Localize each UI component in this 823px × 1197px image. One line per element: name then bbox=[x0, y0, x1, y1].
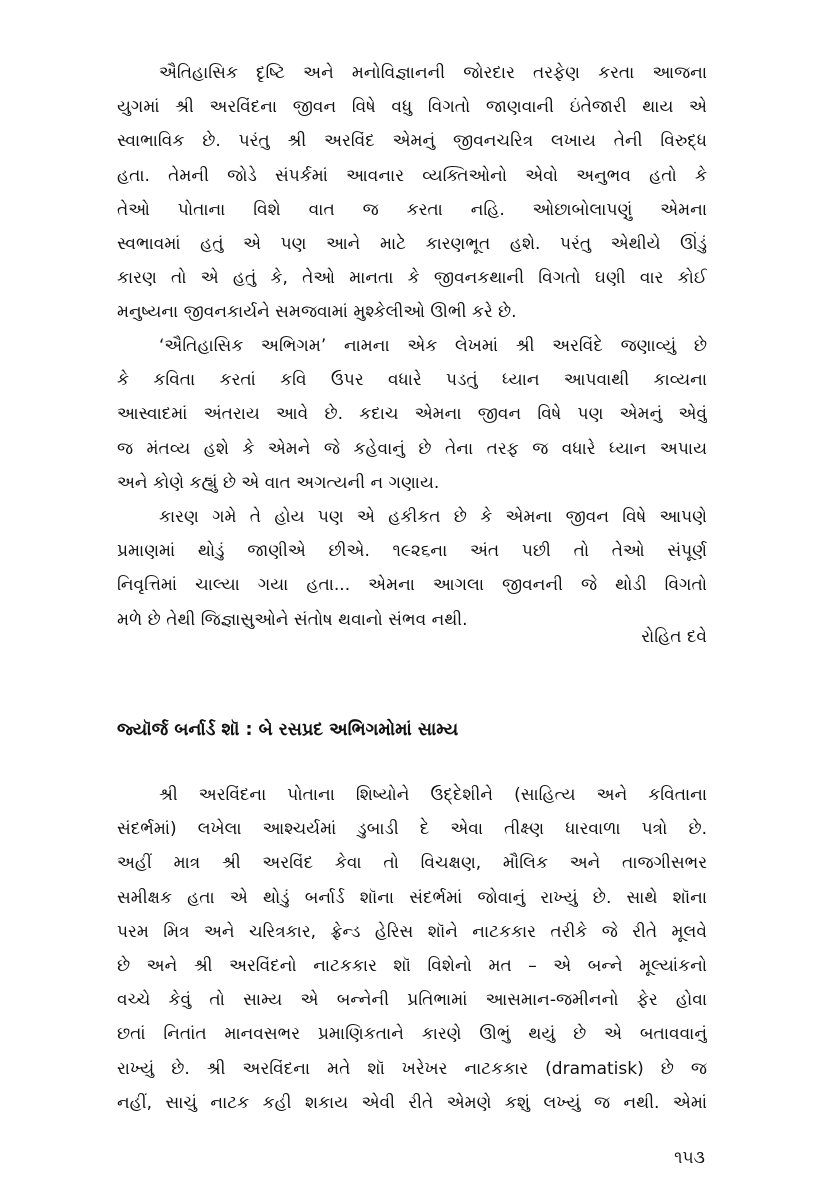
text-line: છતાં નિતાંત માનવસભર પ્રમાણિકતાને કારણે ઊભું થયું છે એ બતાવવાનું bbox=[117, 1024, 707, 1045]
text-line: કારણ ગમે તે હોય પણ એ હકીકત છે કે એમના જીવન વિષે આપણે bbox=[159, 507, 707, 527]
text-line: છે અને શ્રી અરવિંદનો નાટકકાર શૉ વિશેનો મત – એ બન્ને મૂલ્યાંકનો bbox=[117, 955, 707, 976]
author-signature: રોહિત દવે bbox=[641, 627, 707, 647]
paragraph-3 bbox=[117, 500, 707, 637]
text-line: અને કોણે કહ્યું છે એ વાત અગત્યની ન ગણાય. bbox=[117, 472, 440, 493]
paragraph-2 bbox=[117, 329, 707, 500]
text-line: રાખ્યું છે. શ્રી અરવિંદના મતે શૉ ખરેખર નાટકકાર (dramatisk) છે જ bbox=[117, 1058, 707, 1079]
text-line: પ્રમાણમાં થોડું જાણીએ છીએ. ૧૯૨૬ના અંત પછી તો તેઓ સંપૂર્ણ bbox=[117, 541, 707, 562]
text-line: સ્વાભાવિક છે. પરંતુ શ્રી અરવિંદ એમનું જીવનચરિત્ર લખાય તેની વિરુદ્ધ bbox=[117, 131, 707, 152]
text-line: સ્વભાવમાં હતું એ પણ આને માટે કારણભૂત હશે. પરંતુ એથીયે ઊંડું bbox=[117, 233, 707, 254]
text-line: યુગમાં શ્રી અરવિંદના જીવન વિષે વધુ વિગતો જાણવાની ઇંતેજારી થાય એ bbox=[117, 97, 707, 118]
text-line: સંદર્ભમાં) લખેલા આશ્ચર્યમાં ડુબાડી દે એવા તીક્ષ્ણ ધારવાળા પત્રો છે. bbox=[117, 819, 707, 840]
text-line: તેઓ પોતાના વિશે વાત જ કરતા નહિ. ઓછાબોલાપણું એમના bbox=[117, 199, 707, 220]
text-line: વચ્ચે કેવું તો સામ્ય એ બન્નેની પ્રતિભામાં આસમાન-જમીનનો ફેર હોવા bbox=[117, 990, 707, 1011]
text-line: સમીક્ષક હતા એ થોડું બર્નાર્ડ શૉના સંદર્ભમાં જોવાનું રાખ્યું છે. સાથે શૉના bbox=[117, 887, 707, 908]
paragraph-1 bbox=[117, 56, 707, 330]
section-heading: જ્યૉર્જ બર્નાર્ડ શૉ : બે રસપ્રદ અભિગમોમાં સામ્ય bbox=[117, 720, 459, 740]
text-line: પરમ મિત્ર અને ચરિત્રકાર, ફ્રેન્ડ હેરિસ શૉને નાટકકાર તરીકે જે રીતે મૂલવે bbox=[117, 921, 707, 942]
text-line: ઐતિહાસિક દૃષ્ટિ અને મનોવિજ્ઞાનની જોરદાર તરફેણ કરતા આજના bbox=[159, 63, 707, 83]
text-line: આસ્વાદમાં અંતરાય આવે છે. કદાચ એમના જીવન વિષે પણ એમનું એવું bbox=[117, 404, 707, 425]
text-line: મળે છે તેથી જિજ્ઞાસુઓને સંતોષ થવાનો સંભવ નથી. bbox=[117, 609, 468, 630]
text-line: અહીં માત્ર શ્રી અરવિંદ કેવા તો વિચક્ષણ, મૌલિક અને તાજગીસભર bbox=[117, 853, 707, 874]
text-line: હતા. તેમની જોડે સંપર્કમાં આવનાર વ્યક્તિઓનો એવો અનુભવ હતો કે bbox=[117, 165, 707, 186]
text-line: શ્રી અરવિંદના પોતાના શિષ્યોને ઉદ્દેશીને (સાહિત્ય અને કવિતાના bbox=[159, 785, 707, 805]
text-line: કે કવિતા કરતાં કવિ ઉપર વધારે પડતું ધ્યાન આપવાથી કાવ્યના bbox=[117, 370, 707, 391]
text-line: ‘ઐતિહાસિક અભિગમ’ નામના એક લેખમાં શ્રી અરવિંદે જણાવ્યું છે bbox=[159, 336, 707, 356]
text-line: મનુષ્યના જીવનકાર્યને સમજવામાં મુશ્કેલીઓ ઊભી કરે છે. bbox=[117, 302, 517, 323]
text-line: નહીં, સાચું નાટક કહી શકાય એવી રીતે એમણે કશું લખ્યું જ નથી. એમાં bbox=[117, 1092, 707, 1113]
text-line: જ મંતવ્ય હશે કે એમને જે કહેવાનું છે તેના તરફ જ વધારે ધ્યાન અપાય bbox=[117, 438, 707, 459]
text-line: કારણ તો એ હતું કે, તેઓ માનતા કે જીવનકથાની વિગતો ઘણી વાર કોઈ bbox=[117, 268, 707, 289]
page-number: ૧૫૩ bbox=[674, 1148, 705, 1168]
paragraph-4 bbox=[117, 778, 707, 1120]
text-line: નિવૃત્તિમાં ચાલ્યા ગયા હતા... એમના આગલા જીવનની જે થોડી વિગતો bbox=[117, 575, 707, 596]
